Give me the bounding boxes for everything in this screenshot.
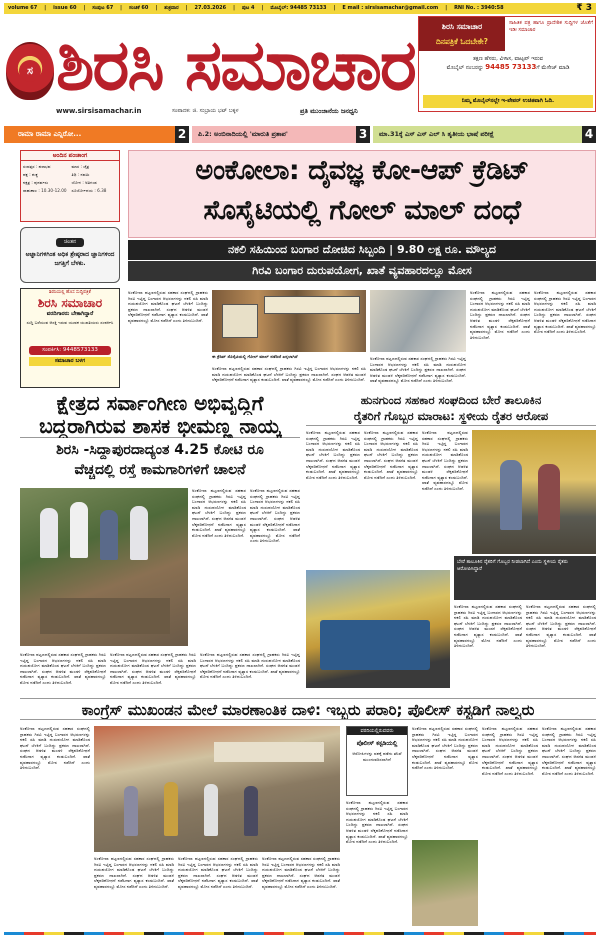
story3-body-col4: ಅಂಕೋಲಾ ಪಟ್ಟಣದಲ್ಲಿರುವ ಸಹಕಾರ ಸಂಘದಲ್ಲಿ ಗ್ರಾಹಕರು ಗಿರವಿ ಇಟ್ಟಿದ್ದ ಬಂಗಾರದ ಆಭರಣಗಳನ್ನು ನಕಲಿ ಸಹಿ ಮಾಡಿ ದುರುಪಯೋಗ ಮಾಡಿಕೊಂಡ ಘಟನೆ ಬೆಳಕಿಗೆ ಬಂದಿದ್ದು ಪ್ರಕರಣ ದಾಖಲಾಗಿದೆ. ಸಂಘದ ಆಡಳಿತ ಮಂಡಳಿ ಲೆಕ್ಕಪರಿಶೋಧನೆ ನಡೆಸಿದಾಗ ವ್ಯತ್ಯಾಸ ಕಂಡುಬಂದಿದೆ. ಖಾತೆ ವ್ಯವಹಾರದಲ್ಲೂ ಮೋಸ ನಡೆದಿದೆ ಎಂದು ತಿಳಿದುಬಂದಿದೆ. [454, 604, 522, 649]
quote-text: ಅಜ್ಞಾನಿಗಳಿಗಿಂತ ಅಧಿಕ ಶ್ರೇಷ್ಠರಾದ ಜ್ಞಾನಿಗಳಿಂದ ಜಗತ್ತಿಗೆ ಬೆಳಕು. [25, 251, 115, 267]
story3-headline-line1: ಹುನಗುಂದ ಸಹಕಾರ ಸಂಘದಿಂದ ಬೇರೆ ತಾಲೂಕಿನ [360, 393, 542, 407]
editor: ಸಂಪಾದಕ: ಜಿ. ಸುಬ್ರಾಯ ಭಟ್ ಬಕ್ಕಳ [172, 108, 239, 114]
teaser-2-page: 3 [356, 126, 370, 143]
issue-kn: ಸಂಚಿಕೆ 60 [129, 5, 149, 11]
promo-text [423, 55, 593, 72]
teaser-1[interactable] [4, 126, 189, 143]
story4-box-title: ವರದಿಯಲ್ಲಿರುವವರು [347, 727, 407, 735]
rni: RNI No. : 3940:58 [454, 5, 504, 11]
story2-headline-line1: ಕ್ಷೇತ್ರದ ಸರ್ವಾಂಗೀಣ ಅಭಿವೃದ್ಧಿಗೆ [56, 392, 264, 415]
website: www.sirsisamachar.in [56, 107, 142, 115]
story3-photo-2 [306, 570, 450, 688]
masthead [4, 16, 414, 118]
lead-headline-box [128, 150, 596, 238]
promo-line1: ಶಿರಸಿ ಸಮಾಚಾರ [441, 22, 483, 31]
lead-photo-caption: ಈ ಕ್ರೆಡಿಟ್ ಸೊಸೈಟಿಯಲ್ಲಿ ಗೋಲ್ ಮಾಲ್ ನಡೆದಿದೆ ಎನ್ನಲಾಗಿದೆ [212, 354, 298, 359]
bottom-rule [4, 932, 596, 935]
logo-emblem: ಸ [6, 42, 54, 100]
lead-subhead-2: ಗಿರವಿ ಬಂಗಾರ ದುರುಪಯೋಗ, ಖಾತೆ ವ್ಯವಹಾರದಲ್ಲೂ ಮೋಸ [128, 261, 596, 281]
panchanga-row: ಯೋಗ : ಅತಿಗಂಡ [71, 180, 97, 185]
teaser-bar [4, 126, 596, 143]
teaser-1-text: ರಾಮಾ ರಾಮಾ ಎನ್ನಿರೋ... [18, 130, 82, 138]
story4-box-sub: ಪೊಲೀಸ್ ಕಸ್ಟಡಿಯಲ್ಲಿ [356, 740, 398, 747]
story4-body-col6: ಅಂಕೋಲಾ ಪಟ್ಟಣದಲ್ಲಿರುವ ಸಹಕಾರ ಸಂಘದಲ್ಲಿ ಗ್ರಾಹಕರು ಗಿರವಿ ಇಟ್ಟಿದ್ದ ಬಂಗಾರದ ಆಭರಣಗಳನ್ನು ನಕಲಿ ಸಹಿ ಮಾಡಿ ದುರುಪಯೋಗ ಮಾಡಿಕೊಂಡ ಘಟನೆ ಬೆಳಕಿಗೆ ಬಂದಿದ್ದು ಪ್ರಕರಣ ದಾಖಲಾಗಿದೆ. ಸಂಘದ ಆಡಳಿತ ಮಂಡಳಿ ಲೆಕ್ಕಪರಿಶೋಧನೆ ನಡೆಸಿದಾಗ ವ್ಯತ್ಯಾಸ ಕಂಡುಬಂದಿದೆ. ಖಾತೆ ವ್ಯವಹಾರದಲ್ಲೂ ಮೋಸ ನಡೆದಿದೆ ಎಂದು ತಿಳಿದುಬಂದಿದೆ. [412, 726, 478, 771]
story2-sub-line1: ಶಿರಸಿ -ಸಿದ್ದಾಪುರದಾದ್ಯಂತ 4.25 ಕೋಟಿ ರೂ [56, 442, 264, 458]
promo-side-text: ಸಾಹಿತಿಕ ಪತ್ರ ಹಾಗೂ ಪ್ರಾದೇಶಿಕ ಸುದ್ದಿಗಳ ಜೊತೆಗೆ ಇಡೀ ಸಮಾಚಾರ [509, 20, 593, 33]
masthead-title: ಶಿರಸಿ ಸಮಾಚಾರ [56, 24, 415, 106]
panchanga-row: ತಿಥಿ : ನವಮಿ [71, 172, 90, 177]
ad-sub: ವರದಿಗಾರರು ಬೇಕಾಗಿದ್ದಾರೆ [46, 311, 94, 317]
story4-box-body: ಆರೋಪಿಗಳನ್ನು ವಶಕ್ಕೆ ಪಡೆದು ತನಿಖೆ ಮುಂದುವರಿಸಲಾಗಿದೆ [352, 751, 402, 762]
promo-line4b: ಗೆ ಮೆಸೇಜ್ ಮಾಡಿ [536, 65, 570, 71]
story4-body-col7: ಅಂಕೋಲಾ ಪಟ್ಟಣದಲ್ಲಿರುವ ಸಹಕಾರ ಸಂಘದಲ್ಲಿ ಗ್ರಾಹಕರು ಗಿರವಿ ಇಟ್ಟಿದ್ದ ಬಂಗಾರದ ಆಭರಣಗಳನ್ನು ನಕಲಿ ಸಹಿ ಮಾಡಿ ದುರುಪಯೋಗ ಮಾಡಿಕೊಂಡ ಘಟನೆ ಬೆಳಕಿಗೆ ಬಂದಿದ್ದು ಪ್ರಕರಣ ದಾಖಲಾಗಿದೆ. ಸಂಘದ ಆಡಳಿತ ಮಂಡಳಿ ಲೆಕ್ಕಪರಿಶೋಧನೆ ನಡೆಸಿದಾಗ ವ್ಯತ್ಯಾಸ ಕಂಡುಬಂದಿದೆ. ಖಾತೆ ವ್ಯವಹಾರದಲ್ಲೂ ಮೋಸ ನಡೆದಿದೆ ಎಂದು ತಿಳಿದುಬಂದಿದೆ. [482, 726, 538, 776]
story3-body-col2: ಅಂಕೋಲಾ ಪಟ್ಟಣದಲ್ಲಿರುವ ಸಹಕಾರ ಸಂಘದಲ್ಲಿ ಗ್ರಾಹಕರು ಗಿರವಿ ಇಟ್ಟಿದ್ದ ಬಂಗಾರದ ಆಭರಣಗಳನ್ನು ನಕಲಿ ಸಹಿ ಮಾಡಿ ದುರುಪಯೋಗ ಮಾಡಿಕೊಂಡ ಘಟನೆ ಬೆಳಕಿಗೆ ಬಂದಿದ್ದು ಪ್ರಕರಣ ದಾಖಲಾಗಿದೆ. ಸಂಘದ ಆಡಳಿತ ಮಂಡಳಿ ಲೆಕ್ಕಪರಿಶೋಧನೆ ನಡೆಸಿದಾಗ ವ್ಯತ್ಯಾಸ ಕಂಡುಬಂದಿದೆ. ಖಾತೆ ವ್ಯವಹಾರದಲ್ಲೂ ಮೋಸ ನಡೆದಿದೆ ಎಂದು ತಿಳಿದುಬಂದಿದೆ. [364, 430, 418, 480]
story4-headline: ಕಾಂಗ್ರೆಸ್ ಮುಖಂಡನ ಮೇಲೆ ಮಾರಣಾಂತಿಕ ದಾಳಿ: ಇಬ್ಬರು ಪರಾರಿ; ಪೊಲೀಸ್ ಕಸ್ಟಡಿಗೆ ನಾಲ್ವರು [20, 698, 596, 720]
story4-body-col8: ಅಂಕೋಲಾ ಪಟ್ಟಣದಲ್ಲಿರುವ ಸಹಕಾರ ಸಂಘದಲ್ಲಿ ಗ್ರಾಹಕರು ಗಿರವಿ ಇಟ್ಟಿದ್ದ ಬಂಗಾರದ ಆಭರಣಗಳನ್ನು ನಕಲಿ ಸಹಿ ಮಾಡಿ ದುರುಪಯೋಗ ಮಾಡಿಕೊಂಡ ಘಟನೆ ಬೆಳಕಿಗೆ ಬಂದಿದ್ದು ಪ್ರಕರಣ ದಾಖಲಾಗಿದೆ. ಸಂಘದ ಆಡಳಿತ ಮಂಡಳಿ ಲೆಕ್ಕಪರಿಶೋಧನೆ ನಡೆಸಿದಾಗ ವ್ಯತ್ಯಾಸ ಕಂಡುಬಂದಿದೆ. ಖಾತೆ ವ್ಯವಹಾರದಲ್ಲೂ ಮೋಸ ನಡೆದಿದೆ ಎಂದು ತಿಳಿದುಬಂದಿದೆ. [542, 726, 596, 776]
promo-line3: ತಕ್ಷಣ ಹೆಸರು, ವಿಳಾಸ, ವಾಟ್ಸಪ್ ಇರುವ [473, 56, 543, 62]
story3-body-col1: ಅಂಕೋಲಾ ಪಟ್ಟಣದಲ್ಲಿರುವ ಸಹಕಾರ ಸಂಘದಲ್ಲಿ ಗ್ರಾಹಕರು ಗಿರವಿ ಇಟ್ಟಿದ್ದ ಬಂಗಾರದ ಆಭರಣಗಳನ್ನು ನಕಲಿ ಸಹಿ ಮಾಡಿ ದುರುಪಯೋಗ ಮಾಡಿಕೊಂಡ ಘಟನೆ ಬೆಳಕಿಗೆ ಬಂದಿದ್ದು ಪ್ರಕರಣ ದಾಖಲಾಗಿದೆ. ಸಂಘದ ಆಡಳಿತ ಮಂಡಳಿ ಲೆಕ್ಕಪರಿಶೋಧನೆ ನಡೆಸಿದಾಗ ವ್ಯತ್ಯಾಸ ಕಂಡುಬಂದಿದೆ. ಖಾತೆ ವ್ಯವಹಾರದಲ್ಲೂ ಮೋಸ ನಡೆದಿದೆ ಎಂದು ತಿಳಿದುಬಂದಿದೆ. [306, 430, 360, 480]
ad-body: ಸುದ್ದಿ ಬರೆಯುವ ಆಸಕ್ತಿ ಇರುವ ಯುವಕ ಯುವತಿಯರು ಸಂಪರ್ಕಿಸಿ [26, 320, 114, 325]
story3-body-col5: ಅಂಕೋಲಾ ಪಟ್ಟಣದಲ್ಲಿರುವ ಸಹಕಾರ ಸಂಘದಲ್ಲಿ ಗ್ರಾಹಕರು ಗಿರವಿ ಇಟ್ಟಿದ್ದ ಬಂಗಾರದ ಆಭರಣಗಳನ್ನು ನಕಲಿ ಸಹಿ ಮಾಡಿ ದುರುಪಯೋಗ ಮಾಡಿಕೊಂಡ ಘಟನೆ ಬೆಳಕಿಗೆ ಬಂದಿದ್ದು ಪ್ರಕರಣ ದಾಖಲಾಗಿದೆ. ಸಂಘದ ಆಡಳಿತ ಮಂಡಳಿ ಲೆಕ್ಕಪರಿಶೋಧನೆ ನಡೆಸಿದಾಗ ವ್ಯತ್ಯಾಸ ಕಂಡುಬಂದಿದೆ. ಖಾತೆ ವ್ಯವಹಾರದಲ್ಲೂ ಮೋಸ ನಡೆದಿದೆ ಎಂದು ತಿಳಿದುಬಂದಿದೆ. [526, 604, 596, 649]
lead-photo-2 [370, 290, 466, 352]
panchanga-rows [21, 161, 119, 196]
lead-body-col5: ಅಂಕೋಲಾ ಪಟ್ಟಣದಲ್ಲಿರುವ ಸಹಕಾರ ಸಂಘದಲ್ಲಿ ಗ್ರಾಹಕರು ಗಿರವಿ ಇಟ್ಟಿದ್ದ ಬಂಗಾರದ ಆಭರಣಗಳನ್ನು ನಕಲಿ ಸಹಿ ಮಾಡಿ ದುರುಪಯೋಗ ಮಾಡಿಕೊಂಡ ಘಟನೆ ಬೆಳಕಿಗೆ ಬಂದಿದ್ದು ಪ್ರಕರಣ ದಾಖಲಾಗಿದೆ. ಸಂಘದ ಆಡಳಿತ ಮಂಡಳಿ ಲೆಕ್ಕಪರಿಶೋಧನೆ ನಡೆಸಿದಾಗ ವ್ಯತ್ಯಾಸ ಕಂಡುಬಂದಿದೆ. ಖಾತೆ ವ್ಯವಹಾರದಲ್ಲೂ ಮೋಸ ನಡೆದಿದೆ ಎಂದು ತಿಳಿದುಬಂದಿದೆ. [534, 290, 596, 335]
volume: volume 67 [8, 5, 38, 11]
story2-headline [20, 392, 300, 438]
teaser-1-page: 2 [175, 126, 189, 143]
ad-label: ಶಿರಸಿಯಲ್ಲಿ ಹೊಸ ಸುದ್ದಿಪತ್ರಿಕೆ [49, 290, 91, 295]
date: 27.03.2026 [194, 5, 227, 11]
promo-dark-box [419, 17, 505, 51]
panchanga-row: ಪಕ್ಷ : ಶುಕ್ಲ [23, 172, 39, 177]
teaser-3-text: ಮಾ.31ಕ್ಕೆ ಎಸ್ ಎಸ್ ಎಲ್ ಸಿ ತೃತೀಯ ಭಾಷೆ ಪರೀಕ್ಷೆ [379, 130, 495, 138]
story4-body-col2: ಅಂಕೋಲಾ ಪಟ್ಟಣದಲ್ಲಿರುವ ಸಹಕಾರ ಸಂಘದಲ್ಲಿ ಗ್ರಾಹಕರು ಗಿರವಿ ಇಟ್ಟಿದ್ದ ಬಂಗಾರದ ಆಭರಣಗಳನ್ನು ನಕಲಿ ಸಹಿ ಮಾಡಿ ದುರುಪಯೋಗ ಮಾಡಿಕೊಂಡ ಘಟನೆ ಬೆಳಕಿಗೆ ಬಂದಿದ್ದು ಪ್ರಕರಣ ದಾಖಲಾಗಿದೆ. ಸಂಘದ ಆಡಳಿತ ಮಂಡಳಿ ಲೆಕ್ಕಪರಿಶೋಧನೆ ನಡೆಸಿದಾಗ ವ್ಯತ್ಯಾಸ ಕಂಡುಬಂದಿದೆ. ಖಾತೆ ವ್ಯವಹಾರದಲ್ಲೂ ಮೋಸ ನಡೆದಿದೆ ಎಂದು ತಿಳಿದುಬಂದಿದೆ. [94, 856, 174, 889]
lead-body-col4: ಅಂಕೋಲಾ ಪಟ್ಟಣದಲ್ಲಿರುವ ಸಹಕಾರ ಸಂಘದಲ್ಲಿ ಗ್ರಾಹಕರು ಗಿರವಿ ಇಟ್ಟಿದ್ದ ಬಂಗಾರದ ಆಭರಣಗಳನ್ನು ನಕಲಿ ಸಹಿ ಮಾಡಿ ದುರುಪಯೋಗ ಮಾಡಿಕೊಂಡ ಘಟನೆ ಬೆಳಕಿಗೆ ಬಂದಿದ್ದು ಪ್ರಕರಣ ದಾಖಲಾಗಿದೆ. ಸಂಘದ ಆಡಳಿತ ಮಂಡಳಿ ಲೆಕ್ಕಪರಿಶೋಧನೆ ನಡೆಸಿದಾಗ ವ್ಯತ್ಯಾಸ ಕಂಡುಬಂದಿದೆ. ಖಾತೆ ವ್ಯವಹಾರದಲ್ಲೂ ಮೋಸ ನಡೆದಿದೆ ಎಂದು ತಿಳಿದುಬಂದಿದೆ. [470, 290, 530, 340]
ad-foot: ಸಮಾಚಾರ ಬಳಗ [29, 357, 111, 366]
teaser-2-text: ಪಿ.2: ಅಂಬಿನಾದಿಯಲ್ಲಿ 'ಮಾರುತಿ ಪ್ರತಾಪ' [198, 130, 288, 138]
story3-body-col3: ಅಂಕೋಲಾ ಪಟ್ಟಣದಲ್ಲಿರುವ ಸಹಕಾರ ಸಂಘದಲ್ಲಿ ಗ್ರಾಹಕರು ಗಿರವಿ ಇಟ್ಟಿದ್ದ ಬಂಗಾರದ ಆಭರಣಗಳನ್ನು ನಕಲಿ ಸಹಿ ಮಾಡಿ ದುರುಪಯೋಗ ಮಾಡಿಕೊಂಡ ಘಟನೆ ಬೆಳಕಿಗೆ ಬಂದಿದ್ದು ಪ್ರಕರಣ ದಾಖಲಾಗಿದೆ. ಸಂಘದ ಆಡಳಿತ ಮಂಡಳಿ ಲೆಕ್ಕಪರಿಶೋಧನೆ ನಡೆಸಿದಾಗ ವ್ಯತ್ಯಾಸ ಕಂಡುಬಂದಿದೆ. ಖಾತೆ ವ್ಯವಹಾರದಲ್ಲೂ ಮೋಸ ನಡೆದಿದೆ ಎಂದು ತಿಳಿದುಬಂದಿದೆ. [422, 430, 468, 491]
ad-name: ಶಿರಸಿ ಸಮಾಚಾರ [37, 296, 103, 310]
quote-box [20, 227, 120, 283]
panchanga-row: ನಕ್ಷತ್ರ : ಪುನರ್ವಸು [23, 180, 49, 185]
panchanga-row: ಮಾಸ : ಚೈತ್ರ [71, 164, 90, 169]
teaser-3-page: 4 [582, 126, 596, 143]
pages: ಪುಟ 4 [241, 5, 255, 11]
promo-line4 [423, 63, 593, 72]
story2-body-col4: ಅಂಕೋಲಾ ಪಟ್ಟಣದಲ್ಲಿರುವ ಸಹಕಾರ ಸಂಘದಲ್ಲಿ ಗ್ರಾಹಕರು ಗಿರವಿ ಇಟ್ಟಿದ್ದ ಬಂಗಾರದ ಆಭರಣಗಳನ್ನು ನಕಲಿ ಸಹಿ ಮಾಡಿ ದುರುಪಯೋಗ ಮಾಡಿಕೊಂಡ ಘಟನೆ ಬೆಳಕಿಗೆ ಬಂದಿದ್ದು ಪ್ರಕರಣ ದಾಖಲಾಗಿದೆ. ಸಂಘದ ಆಡಳಿತ ಮಂಡಳಿ ಲೆಕ್ಕಪರಿಶೋಧನೆ ನಡೆಸಿದಾಗ ವ್ಯತ್ಯಾಸ ಕಂಡುಬಂದಿದೆ. ಖಾತೆ ವ್ಯವಹಾರದಲ್ಲೂ ಮೋಸ ನಡೆದಿದೆ ಎಂದು ತಿಳಿದುಬಂದಿದೆ. [110, 652, 196, 685]
story2-body-col2: ಅಂಕೋಲಾ ಪಟ್ಟಣದಲ್ಲಿರುವ ಸಹಕಾರ ಸಂಘದಲ್ಲಿ ಗ್ರಾಹಕರು ಗಿರವಿ ಇಟ್ಟಿದ್ದ ಬಂಗಾರದ ಆಭರಣಗಳನ್ನು ನಕಲಿ ಸಹಿ ಮಾಡಿ ದುರುಪಯೋಗ ಮಾಡಿಕೊಂಡ ಘಟನೆ ಬೆಳಕಿಗೆ ಬಂದಿದ್ದು ಪ್ರಕರಣ ದಾಖಲಾಗಿದೆ. ಸಂಘದ ಆಡಳಿತ ಮಂಡಳಿ ಲೆಕ್ಕಪರಿಶೋಧನೆ ನಡೆಸಿದಾಗ ವ್ಯತ್ಯಾಸ ಕಂಡುಬಂದಿದೆ. ಖಾತೆ ವ್ಯವಹಾರದಲ್ಲೂ ಮೋಸ ನಡೆದಿದೆ ಎಂದು ತಿಳಿದುಬಂದಿದೆ. [250, 488, 300, 544]
issue: issue 60 [53, 5, 77, 11]
lead-headline-line2: ಸೊಸೈಟಿಯಲ್ಲಿ ಗೋಲ್ ಮಾಲ್ ದಂಧೆ [203, 195, 521, 226]
lead-photo [212, 290, 366, 352]
price: ₹ 3 [576, 3, 592, 13]
mobile: ಮೊಬೈಲ್: 94485 73133 [270, 5, 327, 11]
story3-photo-1 [472, 430, 596, 554]
teaser-3[interactable] [373, 126, 596, 143]
tagline: ಪ್ರತಿ ಮುಂಜಾನೆಯ ಜನಧ್ವನಿ [300, 107, 358, 115]
panchanga-row: ರಾಹುಕಾಲ : 10.30-12.00 [23, 188, 67, 193]
lead-body-col2: ಅಂಕೋಲಾ ಪಟ್ಟಣದಲ್ಲಿರುವ ಸಹಕಾರ ಸಂಘದಲ್ಲಿ ಗ್ರಾಹಕರು ಗಿರವಿ ಇಟ್ಟಿದ್ದ ಬಂಗಾರದ ಆಭರಣಗಳನ್ನು ನಕಲಿ ಸಹಿ ಮಾಡಿ ದುರುಪಯೋಗ ಮಾಡಿಕೊಂಡ ಘಟನೆ ಬೆಳಕಿಗೆ ಬಂದಿದ್ದು ಪ್ರಕರಣ ದಾಖಲಾಗಿದೆ. ಸಂಘದ ಆಡಳಿತ ಮಂಡಳಿ ಲೆಕ್ಕಪರಿಶೋಧನೆ ನಡೆಸಿದಾಗ ವ್ಯತ್ಯಾಸ ಕಂಡುಬಂದಿದೆ. ಖಾತೆ ವ್ಯವಹಾರದಲ್ಲೂ ಮೋಸ ನಡೆದಿದೆ ಎಂದು ತಿಳಿದುಬಂದಿದೆ. [212, 366, 366, 383]
story3-headline [306, 392, 596, 426]
promo-line4-text: ಮೊಬೈಲ್ ನಂಬರನ್ನು [446, 65, 484, 71]
teaser-2[interactable] [192, 126, 370, 143]
promo-number: 94485 73133 [485, 63, 537, 71]
story4-body-col4: ಅಂಕೋಲಾ ಪಟ್ಟಣದಲ್ಲಿರುವ ಸಹಕಾರ ಸಂಘದಲ್ಲಿ ಗ್ರಾಹಕರು ಗಿರವಿ ಇಟ್ಟಿದ್ದ ಬಂಗಾರದ ಆಭರಣಗಳನ್ನು ನಕಲಿ ಸಹಿ ಮಾಡಿ ದುರುಪಯೋಗ ಮಾಡಿಕೊಂಡ ಘಟನೆ ಬೆಳಕಿಗೆ ಬಂದಿದ್ದು ಪ್ರಕರಣ ದಾಖಲಾಗಿದೆ. ಸಂಘದ ಆಡಳಿತ ಮಂಡಳಿ ಲೆಕ್ಕಪರಿಶೋಧನೆ ನಡೆಸಿದಾಗ ವ್ಯತ್ಯಾಸ ಕಂಡುಬಂದಿದೆ. ಖಾತೆ ವ್ಯವಹಾರದಲ್ಲೂ ಮೋಸ ನಡೆದಿದೆ ಎಂದು ತಿಳಿದುಬಂದಿದೆ. [262, 856, 340, 889]
recruitment-ad [20, 288, 120, 388]
story4-photo [94, 726, 340, 852]
promo-epaper: ನಿಮ್ಮ ಮೊಬೈಲ್‌ನಲ್ಲೇ ಇ-ಪೇಪರ್ ಉಚಿತವಾಗಿ ಓದಿ. [423, 95, 593, 108]
story3-caption: ಬೇರೆ ತಾಲೂಕಿನ ರೈತರಿಗೆ ಗೊಬ್ಬರ ನೀಡಲಾಗಿದೆ ಎಂದು ಸ್ಥಳೀಯ ರೈತರು ಆರೋಪಿಸಿದ್ದಾರೆ [454, 556, 596, 600]
story4-sidebox [346, 726, 408, 796]
story3-headline-line2: ರೈತರಿಗೆ ಗೊಬ್ಬರ ಮಾರಾಟ: ಸ್ಥಳೀಯ ರೈತರ ಆರೋಪ [353, 409, 549, 423]
story2-sub-line2: ವೆಚ್ಚದಲ್ಲಿ ರಸ್ತೆ ಕಾಮಗಾರಿಗಳಿಗೆ ಚಾಲನೆ [74, 462, 246, 478]
lead-headline-line1: ಅಂಕೋಲಾ: ದೈವಜ್ಞ ಕೋ-ಆಪ್ ಕ್ರೆಡಿಟ್ [195, 155, 529, 186]
story2-photo [20, 488, 188, 646]
story2-body-col1: ಅಂಕೋಲಾ ಪಟ್ಟಣದಲ್ಲಿರುವ ಸಹಕಾರ ಸಂಘದಲ್ಲಿ ಗ್ರಾಹಕರು ಗಿರವಿ ಇಟ್ಟಿದ್ದ ಬಂಗಾರದ ಆಭರಣಗಳನ್ನು ನಕಲಿ ಸಹಿ ಮಾಡಿ ದುರುಪಯೋಗ ಮಾಡಿಕೊಂಡ ಘಟನೆ ಬೆಳಕಿಗೆ ಬಂದಿದ್ದು ಪ್ರಕರಣ ದಾಖಲಾಗಿದೆ. ಸಂಘದ ಆಡಳಿತ ಮಂಡಳಿ ಲೆಕ್ಕಪರಿಶೋಧನೆ ನಡೆಸಿದಾಗ ವ್ಯತ್ಯಾಸ ಕಂಡುಬಂದಿದೆ. ಖಾತೆ ವ್ಯವಹಾರದಲ್ಲೂ ಮೋಸ ನಡೆದಿದೆ ಎಂದು ತಿಳಿದುಬಂದಿದೆ. [192, 488, 246, 538]
story2-headline-line2: ಬದ್ಧರಾಗಿರುವ ಶಾಸಕ ಭೀಮಣ್ಣ ನಾಯ್ಕ [39, 415, 281, 438]
story2-body-col5: ಅಂಕೋಲಾ ಪಟ್ಟಣದಲ್ಲಿರುವ ಸಹಕಾರ ಸಂಘದಲ್ಲಿ ಗ್ರಾಹಕರು ಗಿರವಿ ಇಟ್ಟಿದ್ದ ಬಂಗಾರದ ಆಭರಣಗಳನ್ನು ನಕಲಿ ಸಹಿ ಮಾಡಿ ದುರುಪಯೋಗ ಮಾಡಿಕೊಂಡ ಘಟನೆ ಬೆಳಕಿಗೆ ಬಂದಿದ್ದು ಪ್ರಕರಣ ದಾಖಲಾಗಿದೆ. ಸಂಘದ ಆಡಳಿತ ಮಂಡಳಿ ಲೆಕ್ಕಪರಿಶೋಧನೆ ನಡೆಸಿದಾಗ ವ್ಯತ್ಯಾಸ ಕಂಡುಬಂದಿದೆ. ಖಾತೆ ವ್ಯವಹಾರದಲ್ಲೂ ಮೋಸ ನಡೆದಿದೆ ಎಂದು ತಿಳಿದುಬಂದಿದೆ. [200, 652, 300, 680]
story4-body-col3: ಅಂಕೋಲಾ ಪಟ್ಟಣದಲ್ಲಿರುವ ಸಹಕಾರ ಸಂಘದಲ್ಲಿ ಗ್ರಾಹಕರು ಗಿರವಿ ಇಟ್ಟಿದ್ದ ಬಂಗಾರದ ಆಭರಣಗಳನ್ನು ನಕಲಿ ಸಹಿ ಮಾಡಿ ದುರುಪಯೋಗ ಮಾಡಿಕೊಂಡ ಘಟನೆ ಬೆಳಕಿಗೆ ಬಂದಿದ್ದು ಪ್ರಕರಣ ದಾಖಲಾಗಿದೆ. ಸಂಘದ ಆಡಳಿತ ಮಂಡಳಿ ಲೆಕ್ಕಪರಿಶೋಧನೆ ನಡೆಸಿದಾಗ ವ್ಯತ್ಯಾಸ ಕಂಡುಬಂದಿದೆ. ಖಾತೆ ವ್ಯವಹಾರದಲ್ಲೂ ಮೋಸ ನಡೆದಿದೆ ಎಂದು ತಿಳಿದುಬಂದಿದೆ. [178, 856, 258, 889]
lead-body-col3: ಅಂಕೋಲಾ ಪಟ್ಟಣದಲ್ಲಿರುವ ಸಹಕಾರ ಸಂಘದಲ್ಲಿ ಗ್ರಾಹಕರು ಗಿರವಿ ಇಟ್ಟಿದ್ದ ಬಂಗಾರದ ಆಭರಣಗಳನ್ನು ನಕಲಿ ಸಹಿ ಮಾಡಿ ದುರುಪಯೋಗ ಮಾಡಿಕೊಂಡ ಘಟನೆ ಬೆಳಕಿಗೆ ಬಂದಿದ್ದು ಪ್ರಕರಣ ದಾಖಲಾಗಿದೆ. ಸಂಘದ ಆಡಳಿತ ಮಂಡಳಿ ಲೆಕ್ಕಪರಿಶೋಧನೆ ನಡೆಸಿದಾಗ ವ್ಯತ್ಯಾಸ ಕಂಡುಬಂದಿದೆ. ಖಾತೆ ವ್ಯವಹಾರದಲ್ಲೂ ಮೋಸ ನಡೆದಿದೆ ಎಂದು ತಿಳಿದುಬಂದಿದೆ. [370, 356, 466, 384]
panchanga-row: ಸೂರ್ಯೋದಯ : 6.38 [71, 188, 107, 193]
top-info-bar: volume 67 | issue 60 | ಸಂಪುಟ 67 | ಸಂಚಿಕೆ 60 | ಶುಕ್ರವಾರ | 27.03.2026 | ಪುಟ 4 | ಮೊಬೈಲ್: 94485 73133 | E mail : sirsisamachar@gmail.com | RNI No. : 3940:58 ₹ 3 [4, 3, 596, 14]
panchanga-title: ಅಂದಿನ ಪಂಚಾಂಗ [21, 151, 119, 161]
weekday: ಶುಕ್ರವಾರ [164, 5, 179, 11]
promo-line2: ದಿನಪತ್ರಿಕೆ ಓದಬೇಕೇ? [435, 37, 489, 46]
panchanga-row: ಸಂವತ್ಸರ : ಪರಾಭವ [23, 164, 51, 169]
email: E mail : sirsisamachar@gmail.com [342, 5, 439, 11]
lead-subhead-1: ನಕಲಿ ಸಹಿಯಿಂದ ಬಂಗಾರ ದೋಚಿದ ಸಿಬ್ಬಂದಿ | 9.80 ಲಕ್ಷ ರೂ. ಮೌಲ್ಯದ [128, 240, 596, 260]
story4-photo-2 [412, 840, 478, 926]
story2-body-col3: ಅಂಕೋಲಾ ಪಟ್ಟಣದಲ್ಲಿರುವ ಸಹಕಾರ ಸಂಘದಲ್ಲಿ ಗ್ರಾಹಕರು ಗಿರವಿ ಇಟ್ಟಿದ್ದ ಬಂಗಾರದ ಆಭರಣಗಳನ್ನು ನಕಲಿ ಸಹಿ ಮಾಡಿ ದುರುಪಯೋಗ ಮಾಡಿಕೊಂಡ ಘಟನೆ ಬೆಳಕಿಗೆ ಬಂದಿದ್ದು ಪ್ರಕರಣ ದಾಖಲಾಗಿದೆ. ಸಂಘದ ಆಡಳಿತ ಮಂಡಳಿ ಲೆಕ್ಕಪರಿಶೋಧನೆ ನಡೆಸಿದಾಗ ವ್ಯತ್ಯಾಸ ಕಂಡುಬಂದಿದೆ. ಖಾತೆ ವ್ಯವಹಾರದಲ್ಲೂ ಮೋಸ ನಡೆದಿದೆ ಎಂದು ತಿಳಿದುಬಂದಿದೆ. [20, 652, 106, 685]
volume-kn: ಸಂಪುಟ 67 [92, 5, 114, 11]
story4-body-col1: ಅಂಕೋಲಾ ಪಟ್ಟಣದಲ್ಲಿರುವ ಸಹಕಾರ ಸಂಘದಲ್ಲಿ ಗ್ರಾಹಕರು ಗಿರವಿ ಇಟ್ಟಿದ್ದ ಬಂಗಾರದ ಆಭರಣಗಳನ್ನು ನಕಲಿ ಸಹಿ ಮಾಡಿ ದುರುಪಯೋಗ ಮಾಡಿಕೊಂಡ ಘಟನೆ ಬೆಳಕಿಗೆ ಬಂದಿದ್ದು ಪ್ರಕರಣ ದಾಖಲಾಗಿದೆ. ಸಂಘದ ಆಡಳಿತ ಮಂಡಳಿ ಲೆಕ್ಕಪರಿಶೋಧನೆ ನಡೆಸಿದಾಗ ವ್ಯತ್ಯಾಸ ಕಂಡುಬಂದಿದೆ. ಖಾತೆ ವ್ಯವಹಾರದಲ್ಲೂ ಮೋಸ ನಡೆದಿದೆ ಎಂದು ತಿಳಿದುಬಂದಿದೆ. [20, 726, 90, 771]
panchanga-box [20, 150, 120, 222]
quote-title: ಚಿಂತನ [56, 238, 84, 247]
subscribe-promo [418, 16, 596, 112]
story4-body-col5: ಅಂಕೋಲಾ ಪಟ್ಟಣದಲ್ಲಿರುವ ಸಹಕಾರ ಸಂಘದಲ್ಲಿ ಗ್ರಾಹಕರು ಗಿರವಿ ಇಟ್ಟಿದ್ದ ಬಂಗಾರದ ಆಭರಣಗಳನ್ನು ನಕಲಿ ಸಹಿ ಮಾಡಿ ದುರುಪಯೋಗ ಮಾಡಿಕೊಂಡ ಘಟನೆ ಬೆಳಕಿಗೆ ಬಂದಿದ್ದು ಪ್ರಕರಣ ದಾಖಲಾಗಿದೆ. ಸಂಘದ ಆಡಳಿತ ಮಂಡಳಿ ಲೆಕ್ಕಪರಿಶೋಧನೆ ನಡೆಸಿದಾಗ ವ್ಯತ್ಯಾಸ ಕಂಡುಬಂದಿದೆ. ಖಾತೆ ವ್ಯವಹಾರದಲ್ಲೂ ಮೋಸ ನಡೆದಿದೆ ಎಂದು ತಿಳಿದುಬಂದಿದೆ. [346, 800, 408, 845]
ad-phone[interactable]: ಸಂಪರ್ಕಿಸಿ: 9448573133 [29, 346, 111, 355]
lead-body-col1: ಅಂಕೋಲಾ ಪಟ್ಟಣದಲ್ಲಿರುವ ಸಹಕಾರ ಸಂಘದಲ್ಲಿ ಗ್ರಾಹಕರು ಗಿರವಿ ಇಟ್ಟಿದ್ದ ಬಂಗಾರದ ಆಭರಣಗಳನ್ನು ನಕಲಿ ಸಹಿ ಮಾಡಿ ದುರುಪಯೋಗ ಮಾಡಿಕೊಂಡ ಘಟನೆ ಬೆಳಕಿಗೆ ಬಂದಿದ್ದು ಪ್ರಕರಣ ದಾಖಲಾಗಿದೆ. ಸಂಘದ ಆಡಳಿತ ಮಂಡಳಿ ಲೆಕ್ಕಪರಿಶೋಧನೆ ನಡೆಸಿದಾಗ ವ್ಯತ್ಯಾಸ ಕಂಡುಬಂದಿದೆ. ಖಾತೆ ವ್ಯವಹಾರದಲ್ಲೂ ಮೋಸ ನಡೆದಿದೆ ಎಂದು ತಿಳಿದುಬಂದಿದೆ. [128, 290, 208, 323]
story2-subhead [20, 440, 300, 480]
